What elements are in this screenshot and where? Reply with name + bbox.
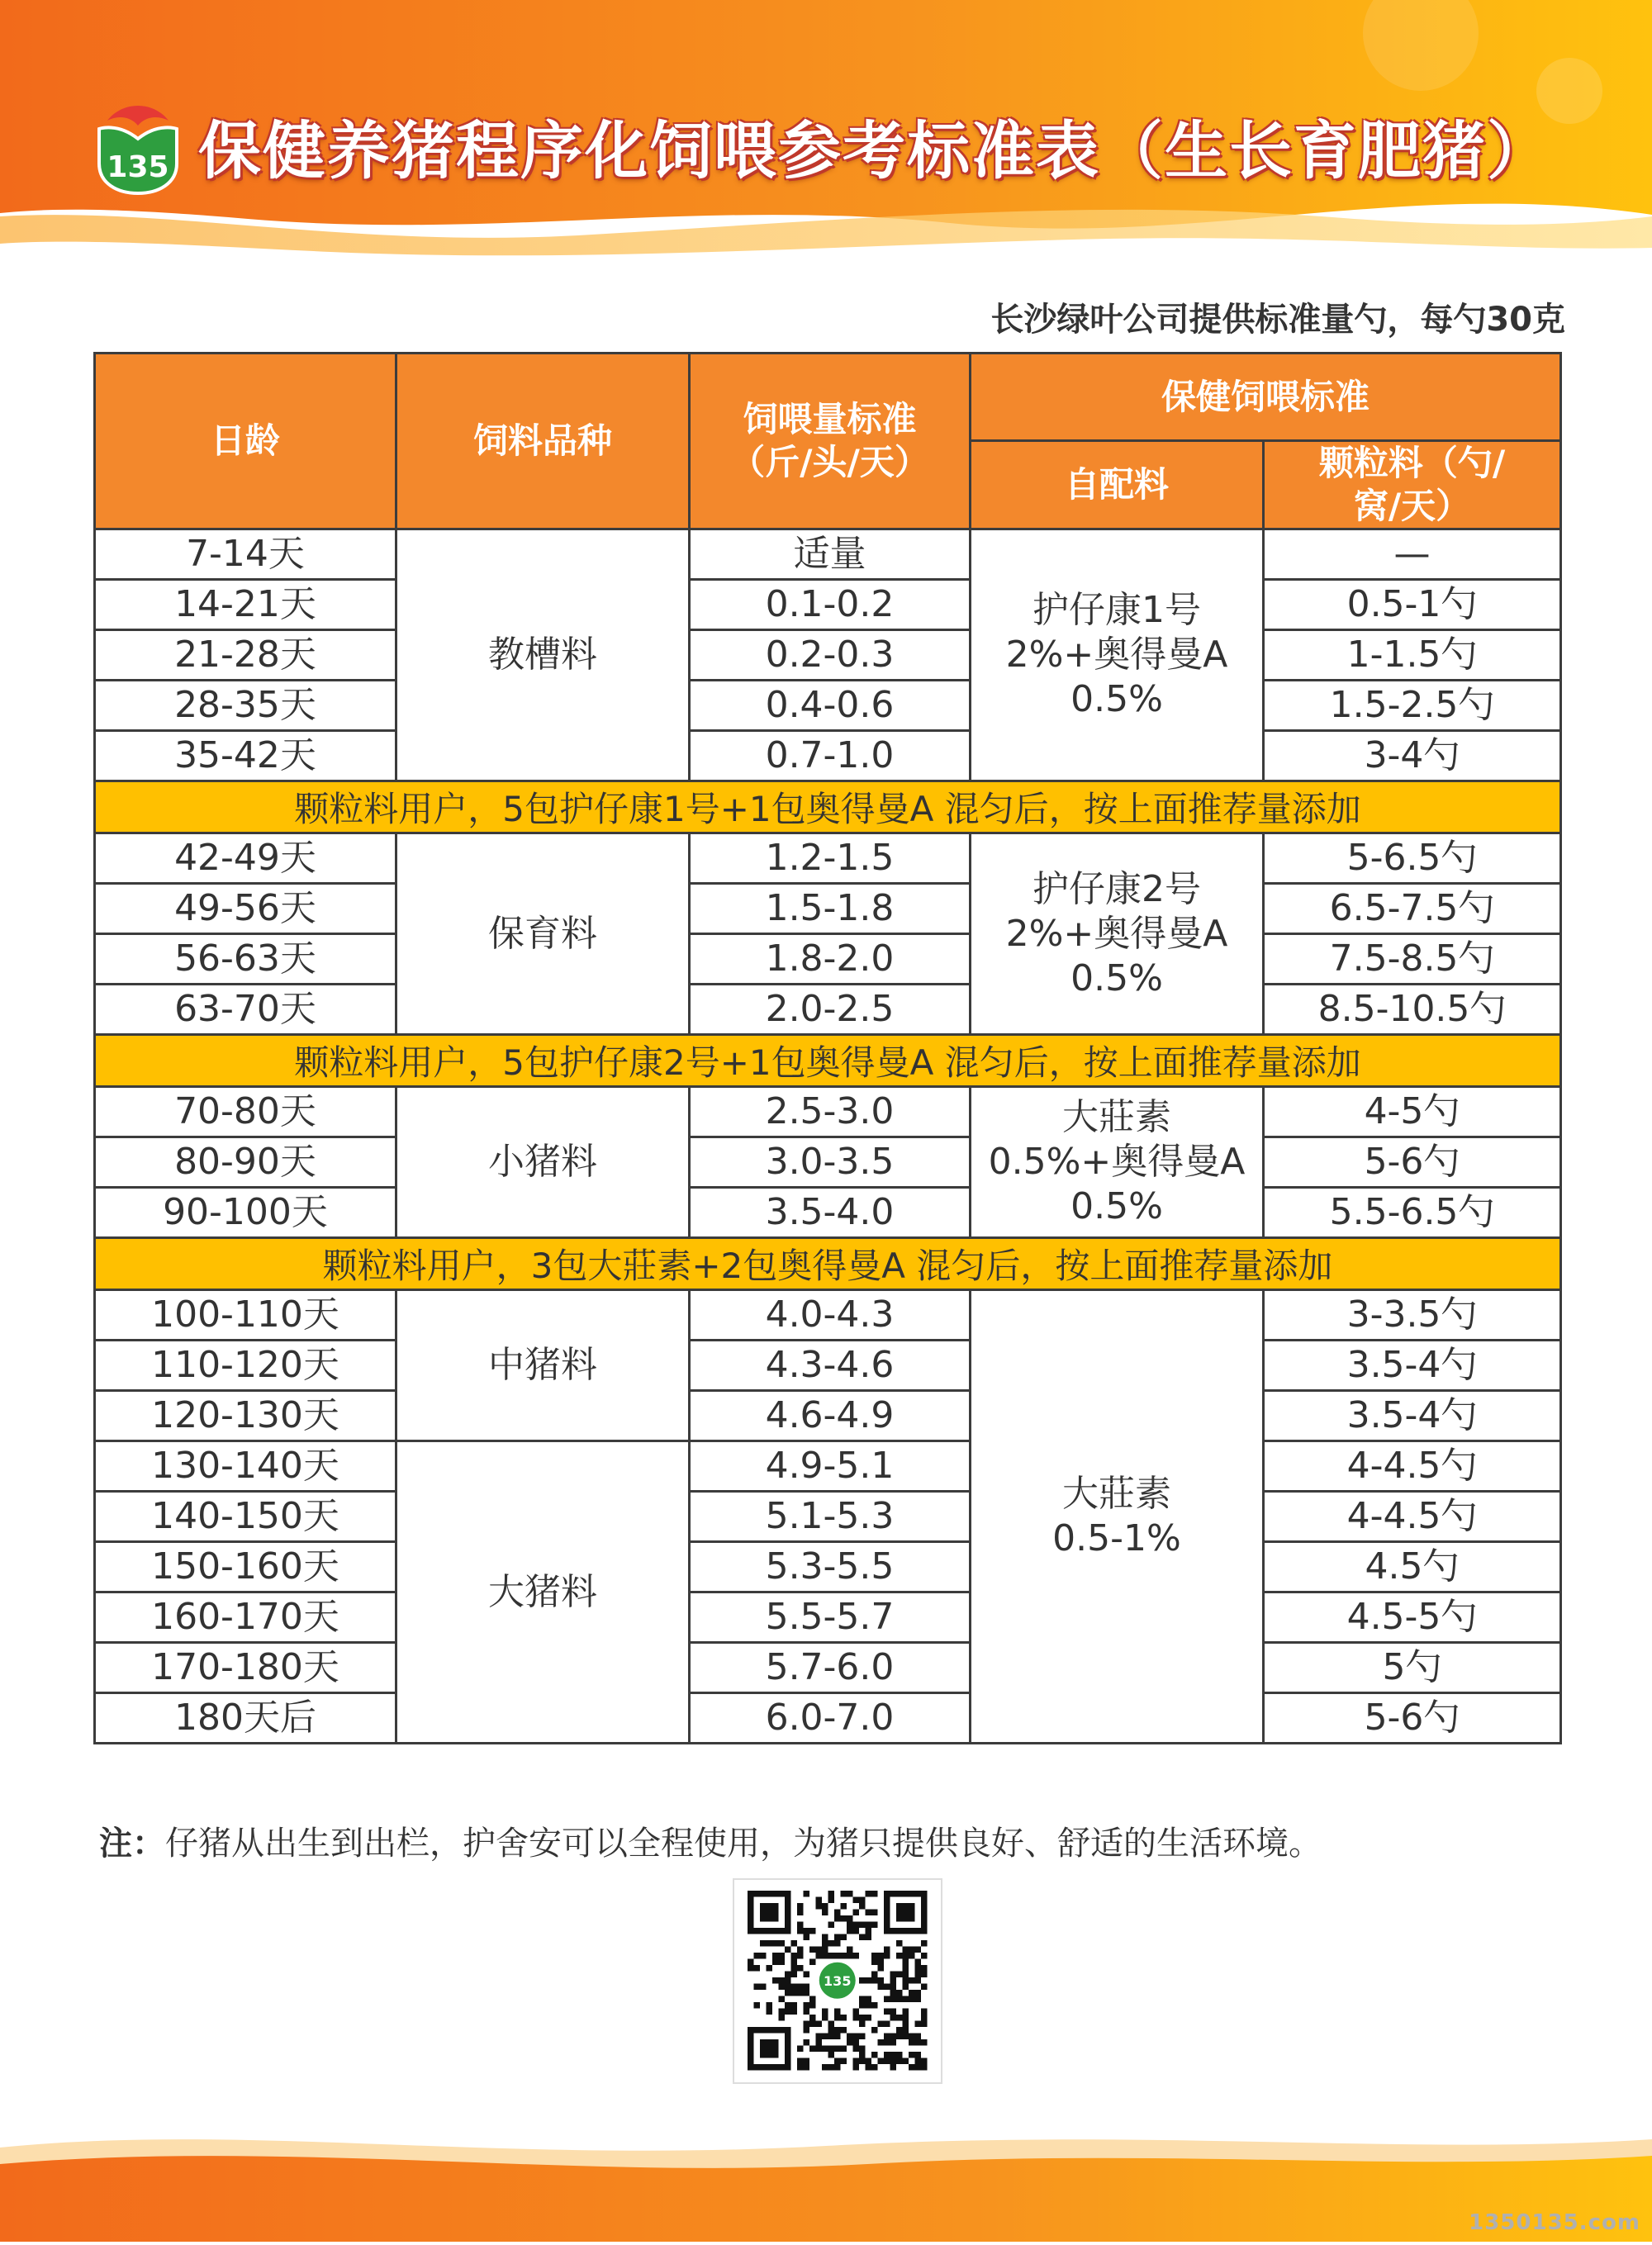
self-mix-cell: 大莊素0.5-1% xyxy=(971,1290,1264,1744)
header-health-standard: 保健饲喂标准 xyxy=(971,354,1561,441)
table-row xyxy=(95,934,1561,985)
feed-amount-cell: 4.3-4.6 xyxy=(690,1341,971,1391)
spoon-standard-note: 长沙绿叶公司提供标准量勺，每勺30克 xyxy=(990,301,1565,339)
pellet-user-note: 颗粒料用户，5包护仔康1号+1包奥得曼A 混匀后，按上面推荐量添加 xyxy=(95,781,1561,833)
table-row xyxy=(95,1137,1561,1188)
pellet-cell: — xyxy=(1264,529,1561,580)
feed-type-cell: 大猪料 xyxy=(396,1441,690,1744)
bottom-note xyxy=(99,1817,1322,1864)
self-mix-cell: 大莊素0.5%+奥得曼A 0.5% xyxy=(971,1087,1264,1238)
feed-amount-cell: 0.4-0.6 xyxy=(690,681,971,731)
header-pellet: 颗粒料（勺/窝/天） xyxy=(1264,441,1561,529)
pellet-cell: 3-3.5勺 xyxy=(1264,1290,1561,1341)
header-age: 日龄 xyxy=(95,354,396,529)
table-row xyxy=(95,1592,1561,1643)
table-row xyxy=(95,1693,1561,1744)
table-row xyxy=(95,985,1561,1035)
header-self-mix: 自配料 xyxy=(971,441,1264,529)
age-cell: 90-100天 xyxy=(95,1188,396,1238)
qr-code-image xyxy=(734,1880,941,2082)
table-row xyxy=(95,1188,1561,1238)
header-banner xyxy=(0,0,1652,273)
age-cell: 7-14天 xyxy=(95,529,396,580)
feed-amount-cell: 3.5-4.0 xyxy=(690,1188,971,1238)
feed-amount-cell: 0.7-1.0 xyxy=(690,731,971,781)
pellet-cell: 3.5-4勺 xyxy=(1264,1341,1561,1391)
table-row xyxy=(95,1341,1561,1391)
age-cell: 80-90天 xyxy=(95,1137,396,1188)
site-watermark: 1350135.com xyxy=(1469,2210,1640,2235)
feed-type-cell: 中猪料 xyxy=(396,1290,690,1441)
age-cell: 150-160天 xyxy=(95,1542,396,1592)
pellet-user-note: 颗粒料用户，5包护仔康2号+1包奥得曼A 混匀后，按上面推荐量添加 xyxy=(95,1035,1561,1087)
age-cell: 42-49天 xyxy=(95,833,396,884)
bottom-note-text: 仔猪从出生到出栏，护舍安可以全程使用，为猪只提供良好、舒适的生活环境。 xyxy=(165,1825,1322,1863)
pellet-cell: 4-4.5勺 xyxy=(1264,1492,1561,1542)
table-row xyxy=(95,681,1561,731)
table-row xyxy=(95,630,1561,681)
age-cell: 35-42天 xyxy=(95,731,396,781)
feed-amount-cell: 5.7-6.0 xyxy=(690,1643,971,1693)
pellet-cell: 5-6勺 xyxy=(1264,1693,1561,1744)
feed-amount-cell: 4.0-4.3 xyxy=(690,1290,971,1341)
pellet-cell: 8.5-10.5勺 xyxy=(1264,985,1561,1035)
self-mix-cell: 护仔康2号2%+奥得曼A 0.5% xyxy=(971,833,1264,1035)
age-cell: 140-150天 xyxy=(95,1492,396,1542)
pellet-cell: 4.5勺 xyxy=(1264,1542,1561,1592)
qr-code[interactable] xyxy=(733,1878,942,2084)
pellet-cell: 3.5-4勺 xyxy=(1264,1391,1561,1441)
pellet-user-note-row xyxy=(95,1035,1561,1087)
feed-amount-cell: 1.8-2.0 xyxy=(690,934,971,985)
table-row xyxy=(95,833,1561,884)
pellet-cell: 5-6勺 xyxy=(1264,1137,1561,1188)
age-cell: 56-63天 xyxy=(95,934,396,985)
table-row xyxy=(95,1542,1561,1592)
feed-amount-cell: 3.0-3.5 xyxy=(690,1137,971,1188)
header-feed-type: 饲料品种 xyxy=(396,354,690,529)
feed-type-cell: 小猪料 xyxy=(396,1087,690,1238)
age-cell: 130-140天 xyxy=(95,1441,396,1492)
feed-amount-cell: 2.5-3.0 xyxy=(690,1087,971,1137)
pellet-cell: 7.5-8.5勺 xyxy=(1264,934,1561,985)
feed-amount-cell: 2.0-2.5 xyxy=(690,985,971,1035)
feed-type-cell: 保育料 xyxy=(396,833,690,1035)
logo-text: 135 xyxy=(107,150,169,184)
feed-amount-cell: 5.3-5.5 xyxy=(690,1542,971,1592)
pellet-cell: 4.5-5勺 xyxy=(1264,1592,1561,1643)
table-row xyxy=(95,1492,1561,1542)
pellet-cell: 5.5-6.5勺 xyxy=(1264,1188,1561,1238)
table-row xyxy=(95,1290,1561,1341)
pellet-cell: 1.5-2.5勺 xyxy=(1264,681,1561,731)
age-cell: 100-110天 xyxy=(95,1290,396,1341)
feed-amount-cell: 5.5-5.7 xyxy=(690,1592,971,1643)
age-cell: 120-130天 xyxy=(95,1391,396,1441)
page-title: 保健养猪程序化饲喂参考标准表（生长育肥猪） xyxy=(198,114,1551,187)
feed-amount-cell: 适量 xyxy=(690,529,971,580)
pellet-cell: 6.5-7.5勺 xyxy=(1264,884,1561,934)
table-row xyxy=(95,580,1561,630)
age-cell: 110-120天 xyxy=(95,1341,396,1391)
feed-amount-cell: 5.1-5.3 xyxy=(690,1492,971,1542)
pellet-user-note-row xyxy=(95,781,1561,833)
qr-center-logo xyxy=(819,1963,856,1999)
qr-logo-text: 135 xyxy=(824,1972,852,1989)
table-row xyxy=(95,529,1561,580)
pellet-cell: 1-1.5勺 xyxy=(1264,630,1561,681)
feeding-standard-table xyxy=(93,352,1562,1744)
age-cell: 70-80天 xyxy=(95,1087,396,1137)
table-row xyxy=(95,884,1561,934)
feeding-table-container xyxy=(93,352,1559,1744)
feed-amount-cell: 4.9-5.1 xyxy=(690,1441,971,1492)
table-row xyxy=(95,1087,1561,1137)
table-row xyxy=(95,1643,1561,1693)
feed-type-cell: 教槽料 xyxy=(396,529,690,781)
age-cell: 14-21天 xyxy=(95,580,396,630)
table-row xyxy=(95,731,1561,781)
brand-logo xyxy=(93,97,183,197)
feed-amount-cell: 1.2-1.5 xyxy=(690,833,971,884)
age-cell: 170-180天 xyxy=(95,1643,396,1693)
table-row xyxy=(95,1441,1561,1492)
feed-amount-cell: 4.6-4.9 xyxy=(690,1391,971,1441)
age-cell: 49-56天 xyxy=(95,884,396,934)
age-cell: 63-70天 xyxy=(95,985,396,1035)
table-row xyxy=(95,1391,1561,1441)
pellet-user-note-row xyxy=(95,1238,1561,1290)
pellet-cell: 3-4勺 xyxy=(1264,731,1561,781)
age-cell: 21-28天 xyxy=(95,630,396,681)
age-cell: 160-170天 xyxy=(95,1592,396,1643)
age-cell: 28-35天 xyxy=(95,681,396,731)
pellet-cell: 0.5-1勺 xyxy=(1264,580,1561,630)
feed-amount-cell: 0.2-0.3 xyxy=(690,630,971,681)
feed-amount-cell: 6.0-7.0 xyxy=(690,1693,971,1744)
pellet-user-note: 颗粒料用户，3包大莊素+2包奥得曼A 混匀后，按上面推荐量添加 xyxy=(95,1238,1561,1290)
header-feed-amount: 饲喂量标准（斤/头/天） xyxy=(690,354,971,529)
pellet-cell: 4-5勺 xyxy=(1264,1087,1561,1137)
pellet-cell: 4-4.5勺 xyxy=(1264,1441,1561,1492)
feed-amount-cell: 1.5-1.8 xyxy=(690,884,971,934)
pellet-cell: 5-6.5勺 xyxy=(1264,833,1561,884)
footer-wave xyxy=(0,2114,1652,2242)
self-mix-cell: 护仔康1号2%+奥得曼A 0.5% xyxy=(971,529,1264,781)
age-cell: 180天后 xyxy=(95,1693,396,1744)
feed-amount-cell: 0.1-0.2 xyxy=(690,580,971,630)
pellet-cell: 5勺 xyxy=(1264,1643,1561,1693)
bottom-note-label: 注： xyxy=(99,1825,165,1863)
